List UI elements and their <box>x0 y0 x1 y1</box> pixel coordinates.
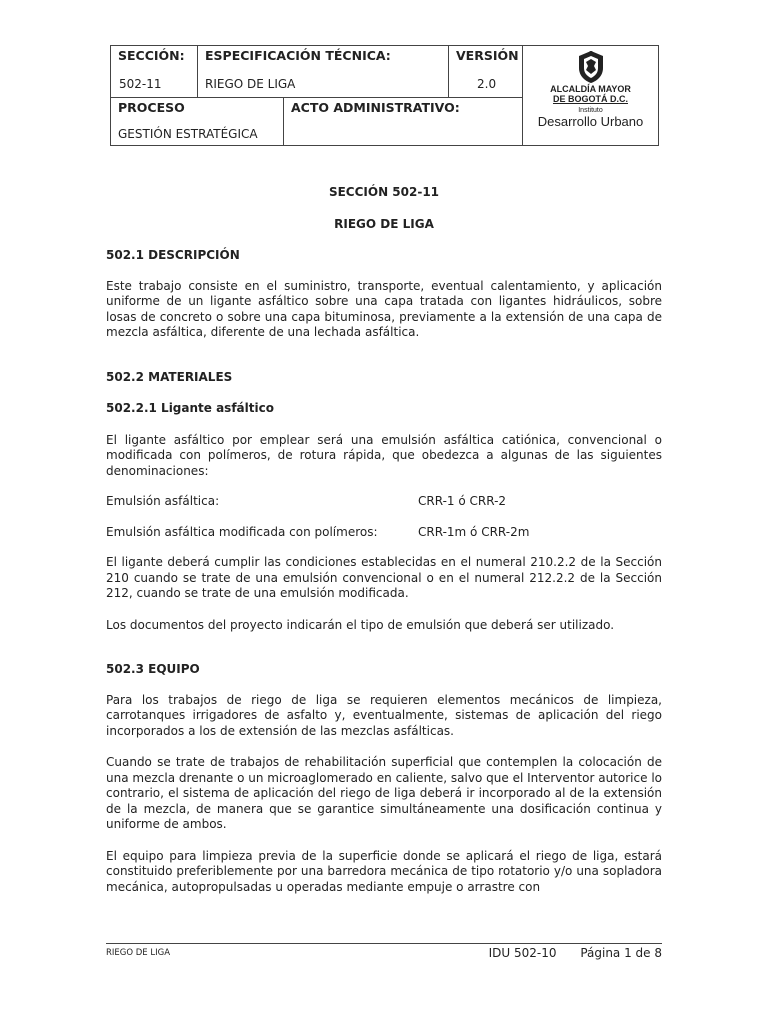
spec-label: ESPECIFICACIÓN TÉCNICA: <box>205 48 391 63</box>
process-label: PROCESO <box>118 100 185 115</box>
heading-equipment: 502.3 EQUIPO <box>106 662 200 676</box>
paragraph-conditions: El ligante deberá cumplir las condiciones establecidas en el numeral 210.2.2 de la Sección 210 cuando se trate de una emulsión convencional o en el numeral 212.2.2 de la Sección 212, cuando se trate de una emulsión modificada. <box>106 555 662 600</box>
admin-act-value <box>284 115 522 127</box>
version-label: VERSIÓN <box>456 48 519 63</box>
paragraph-equipment-2: Cuando se trate de trabajos de rehabilitación superficial que contemplen la colocación de una mezcla drenante o un microaglomerado en caliente, salvo que el Interventor autorice lo contrario, el sistema de aplicación del riego de liga deberá ir incorporado al de la extensión de la mezcla, de manera que se garantice simultáneamente una dosificación continua y uniforme de ambos. <box>106 755 662 831</box>
coat-of-arms-icon <box>576 50 606 84</box>
paragraph-description: Este trabajo consiste en el suministro, transporte, eventual calentamiento, y aplicación uniforme de un ligante asfáltico sobre una capa tratada con ligantes hidráulicos, sobre losas de concreto o sobre una capa bituminosa, previamente a la extensión de una capa de mezcla asfáltica, diferente de una lechada asfáltica. <box>106 278 662 339</box>
footer-page-info <box>489 946 662 960</box>
section-cell <box>111 46 198 98</box>
emulsion-row-modified <box>106 525 662 541</box>
heading-materials: 502.2 MATERIALES <box>106 369 233 384</box>
emulsion-type-label: Emulsión asfáltica modificada con polímeros: <box>106 524 378 539</box>
spec-cell <box>198 46 449 98</box>
logo-text-line3: Instituto <box>578 107 603 114</box>
paragraph-equipment-1: Para los trabajos de riego de liga se requieren elementos mecánicos de limpieza, carrotanques irrigadores de asfalto y, eventualmente, sistemas de aplicación del riego incorporados a los de extensión de las mezclas asfálticas. <box>106 692 662 738</box>
paragraph-asphalt-binder: El ligante asfáltico por emplear será una emulsión asfáltica catiónica, convencional o modificada con polímeros, de rotura rápida, que obedezca a algunas de las siguientes denominaciones: <box>106 432 662 478</box>
heading-asphalt-binder: 502.2.1 Ligante asfáltico <box>106 401 274 415</box>
section-label: SECCIÓN: <box>118 48 185 63</box>
process-value: GESTIÓN ESTRATÉGICA <box>118 127 258 141</box>
emulsion-type-value: CRR-1m ó CRR-2m <box>418 524 530 539</box>
version-value: 2.0 <box>477 77 497 91</box>
spec-value: RIEGO DE LIGA <box>205 77 296 91</box>
emulsion-type-value: CRR-1 ó CRR-2 <box>418 494 507 508</box>
emulsion-row-conventional <box>106 494 662 510</box>
logo-cell <box>523 46 659 146</box>
footer-document-code: IDU 502-10 <box>488 946 557 960</box>
section-value: 502-11 <box>119 77 162 91</box>
admin-act-label: ACTO ADMINISTRATIVO: <box>291 100 460 115</box>
paragraph-project-documents: Los documentos del proyecto indicarán el tipo de emulsión que deberá ser utilizado. <box>106 617 615 632</box>
logo-text-line4: Desarrollo Urbano <box>537 114 644 129</box>
heading-description: 502.1 DESCRIPCIÓN <box>106 248 240 262</box>
process-cell <box>111 98 284 146</box>
footer-title: RIEGO DE LIGA <box>106 948 171 958</box>
logo-text-line1: ALCALDÍA MAYOR <box>550 84 631 94</box>
institution-logo <box>523 50 658 129</box>
footer-divider <box>106 943 662 944</box>
paragraph-equipment-3: El equipo para limpieza previa de la superficie donde se aplicará el riego de liga, estará constituido preferiblemente por una barredora mecánica de tipo rotatorio y/o una sopladora mecánica, autopropulsadas u operadas mediante empuje o arrastre con <box>106 848 662 894</box>
footer-page-number: Página 1 de 8 <box>580 946 662 960</box>
admin-act-cell <box>284 98 523 146</box>
document-header-table <box>110 45 659 146</box>
section-title: SECCIÓN 502-11 <box>328 185 440 199</box>
version-cell <box>449 46 523 98</box>
logo-text-line2: DE BOGOTÁ D.C. <box>552 94 628 104</box>
section-subtitle: RIEGO DE LIGA <box>334 216 434 231</box>
emulsion-type-label: Emulsión asfáltica: <box>106 494 220 508</box>
document-body <box>106 185 662 895</box>
